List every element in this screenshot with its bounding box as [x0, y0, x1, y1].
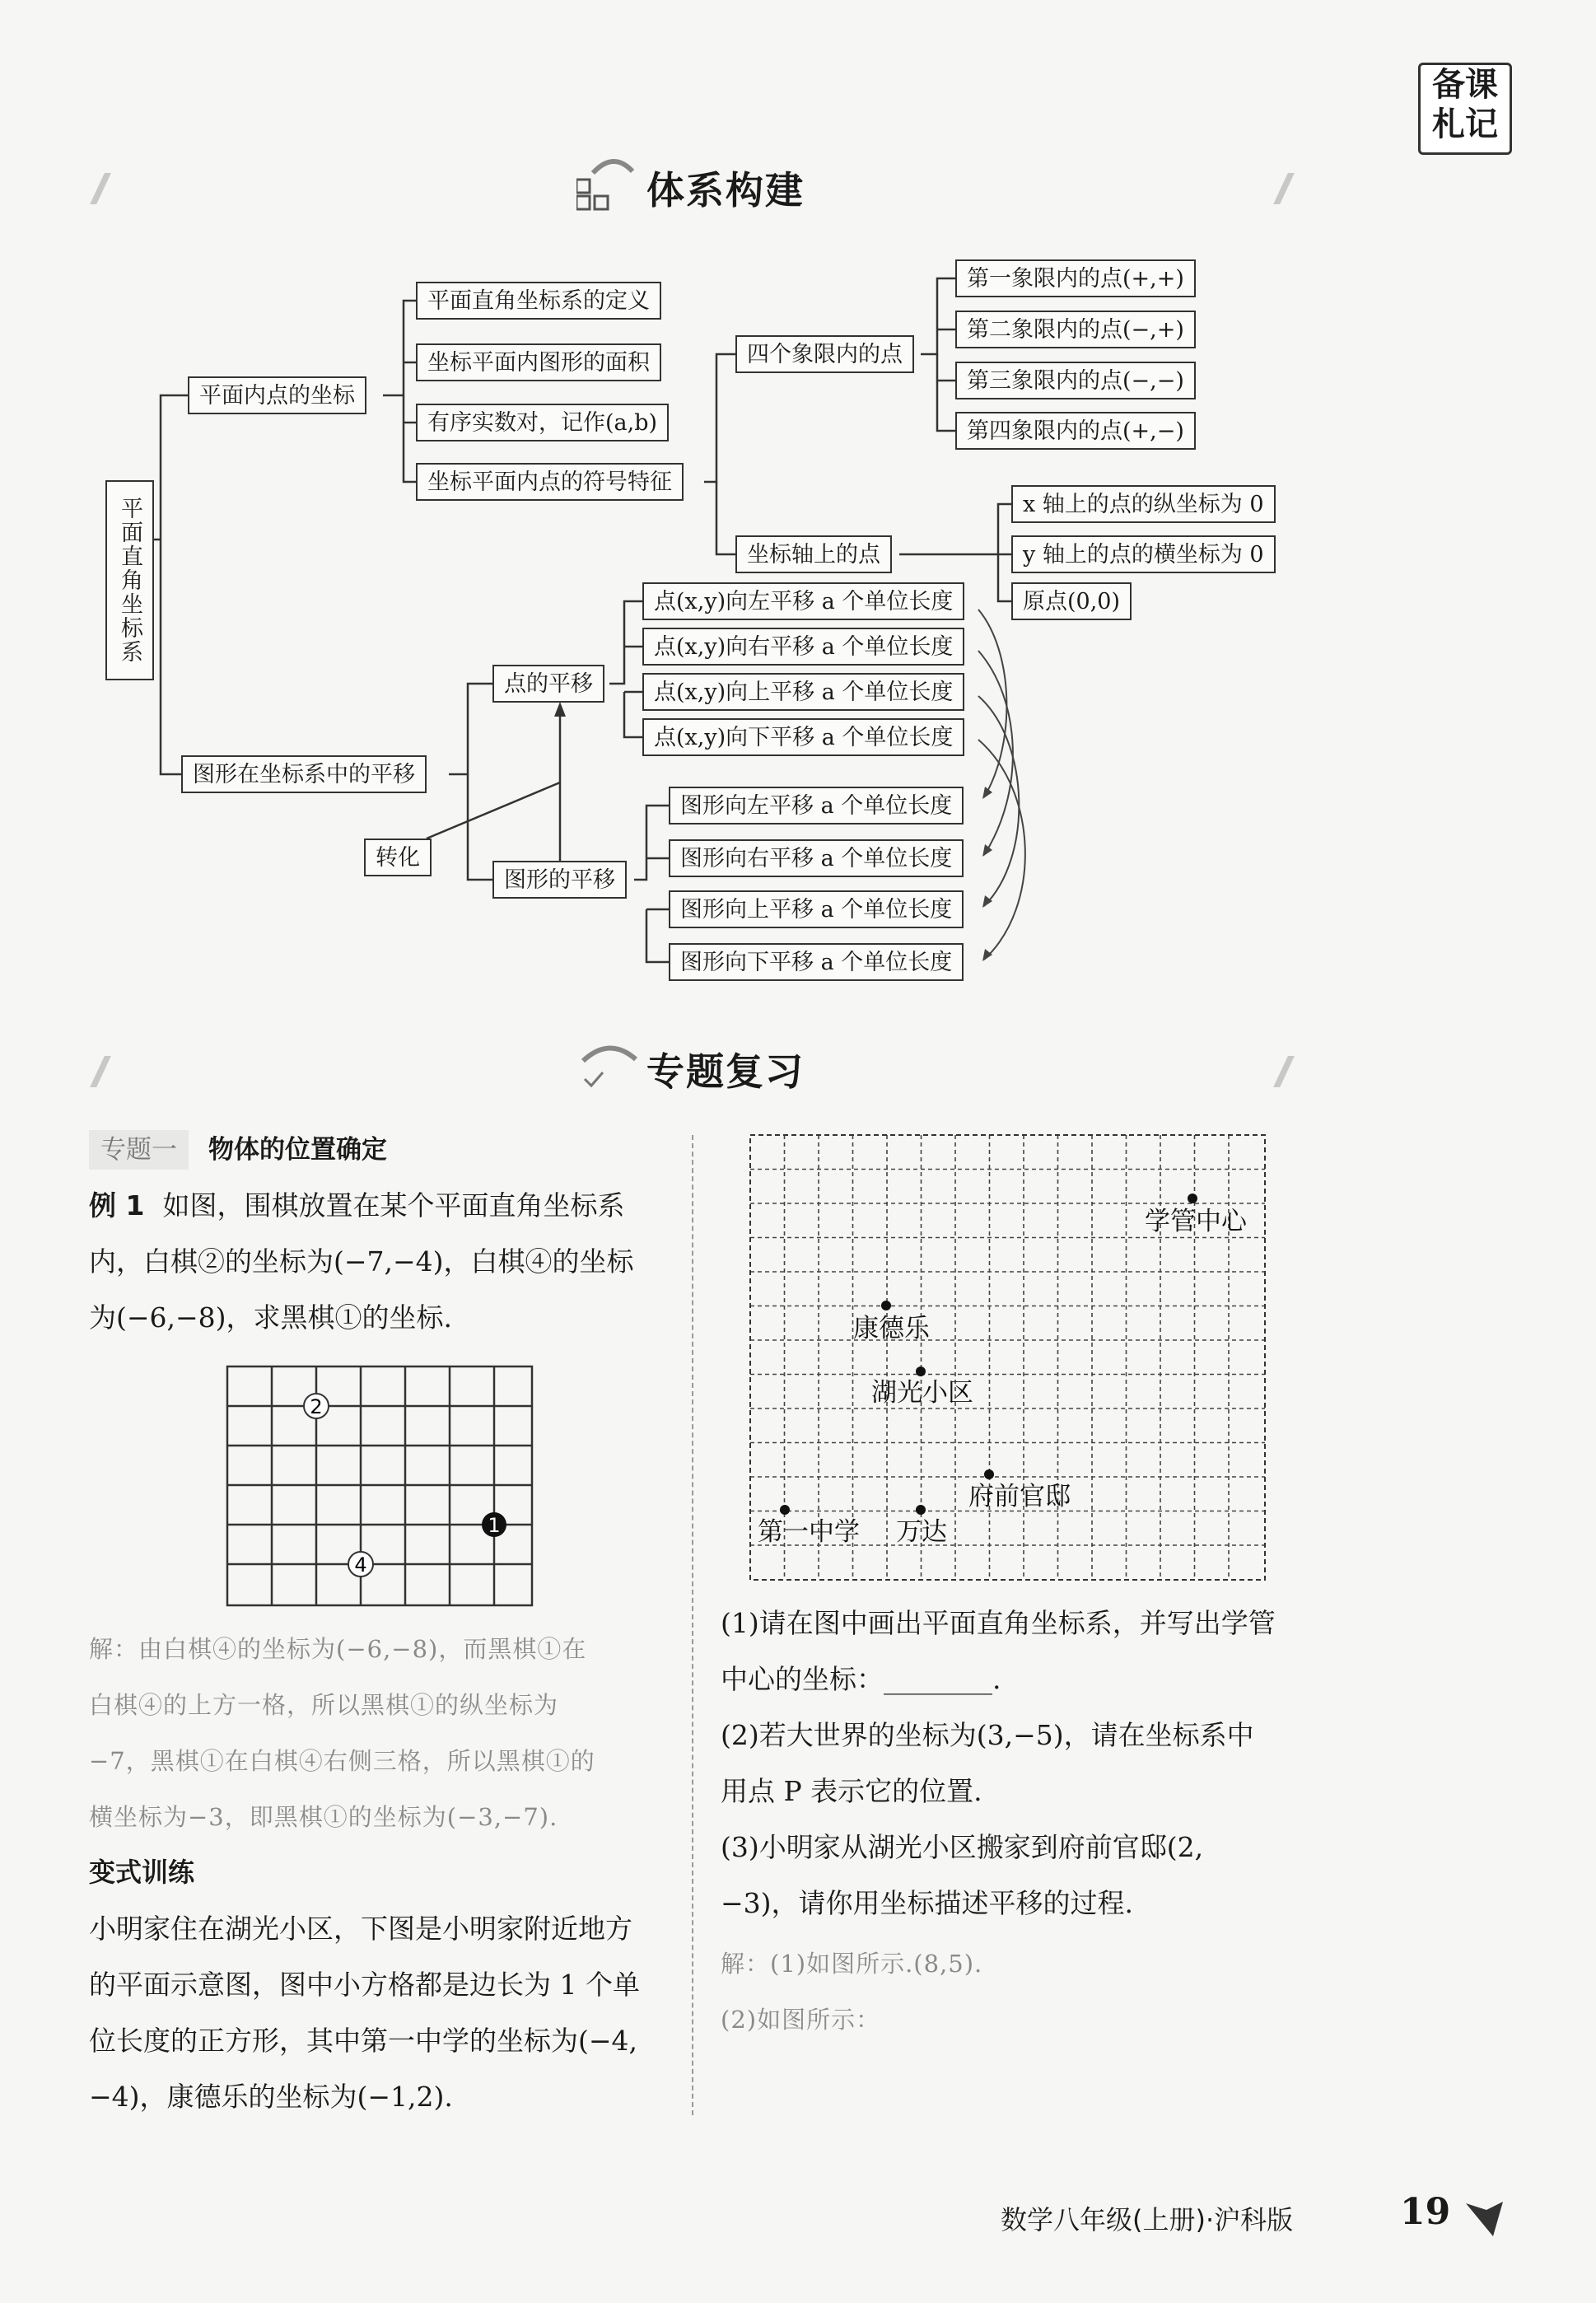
example-line: 例 1 如图，围棋放置在某个平面直角坐标系	[89, 1189, 625, 1222]
node-quadrant-4: 第四象限内的点(+,−)	[955, 412, 1196, 450]
node-sign-features: 坐标平面内点的符号特征	[416, 463, 684, 501]
node-area: 坐标平面内图形的面积	[416, 343, 661, 381]
footer-book: 数学八年级(上册)·沪科版	[1001, 2204, 1294, 2235]
label-wanda: 万达	[896, 1517, 947, 1547]
svg-text:2: 2	[310, 1395, 323, 1418]
node-figure-right: 图形向右平移 a 个单位长度	[669, 839, 964, 877]
variant-text: 小明家住在湖光小区，下图是小明家附近地方 的平面示意图，图中小方格都是边长为 1 个单 位长度的正方形，其中第一中学的坐标为(−4, −4)，康德乐的坐标为(−1,2).	[89, 1913, 640, 2113]
point-diyi	[780, 1505, 790, 1515]
go-board	[224, 1363, 537, 1610]
label-diyi: 第一中学	[758, 1517, 860, 1547]
review-icon	[576, 1036, 651, 1094]
footer-arrow-icon	[1462, 2195, 1511, 2245]
variant-title: 变式训练	[89, 1857, 195, 1888]
node-point-left: 点(x,y)向左平移 a 个单位长度	[642, 582, 964, 620]
node-figure-translation: 图形的平移	[492, 861, 627, 899]
label-huguang: 湖光小区	[871, 1378, 973, 1408]
node-figure-down: 图形向下平移 a 个单位长度	[669, 943, 964, 981]
node-figure-left: 图形向左平移 a 个单位长度	[669, 787, 964, 825]
node-point-right: 点(x,y)向右平移 a 个单位长度	[642, 628, 964, 666]
example-text	[89, 1178, 682, 1346]
questions: (1)请在图中画出平面直角坐标系，并写出学管 中心的坐标：________. (2)若大世界的坐标为(3,−5)，请在坐标系中 用点 P 表示它的位置. (3)小明家从湖光小区搬家到府前官邸(2, −3)，请你用坐标描述平移的过程.	[721, 1607, 1276, 1919]
node-quadrant-3: 第三象限内的点(−,−)	[955, 362, 1196, 399]
section-title-system: 体系构建	[646, 168, 805, 213]
point-wanda	[916, 1505, 926, 1515]
topic-title: 物体的位置确定	[208, 1135, 387, 1165]
black-stone-1	[482, 1512, 506, 1537]
white-stone-4	[348, 1552, 373, 1577]
example-label: 例 1	[89, 1189, 145, 1222]
node-point-down: 点(x,y)向下平移 a 个单位长度	[642, 718, 964, 756]
node-quadrant-points: 四个象限内的点	[735, 335, 914, 373]
node-quadrant-1: 第一象限内的点(+,+)	[955, 259, 1196, 297]
logo-line1: 备课	[1432, 66, 1498, 104]
point-xueguan	[1188, 1194, 1197, 1203]
node-x-axis: x 轴上的点的纵坐标为 0	[1011, 485, 1276, 523]
column-divider	[692, 1135, 693, 2115]
node-quadrant-2: 第二象限内的点(−,+)	[955, 311, 1196, 348]
example-line: 内，白棋②的坐标为(−7,−4)，白棋④的坐标	[89, 1245, 634, 1278]
node-axis-points: 坐标轴上的点	[735, 535, 892, 573]
node-translation: 图形在坐标系中的平移	[181, 755, 427, 793]
white-stone-2	[304, 1394, 329, 1418]
mindmap-root: 平面直角坐标系	[105, 480, 154, 680]
point-kangdele	[881, 1301, 891, 1310]
topic-heading	[89, 1130, 387, 1170]
topic-label: 专题一	[89, 1130, 189, 1170]
node-point-translation: 点的平移	[492, 665, 604, 703]
page-number: 19	[1400, 2191, 1451, 2233]
node-y-axis: y 轴上的点的横坐标为 0	[1011, 535, 1276, 573]
map-grid	[748, 1133, 1272, 1586]
point-fuqian	[984, 1469, 994, 1479]
svg-text:1: 1	[488, 1514, 501, 1537]
label-fuqian: 府前官邸	[968, 1482, 1071, 1511]
node-point-up: 点(x,y)向上平移 a 个单位长度	[642, 673, 964, 711]
decor-slash	[1273, 1056, 1295, 1087]
svg-text:4: 4	[354, 1553, 367, 1577]
example-line: 为(−6,−8)，求黑棋①的坐标.	[89, 1301, 453, 1334]
label-xueguan: 学管中心	[1145, 1207, 1247, 1236]
section-title-review: 专题复习	[646, 1049, 805, 1094]
node-definition: 平面直角坐标系的定义	[416, 282, 661, 320]
node-ordered-pair: 有序实数对，记作(a,b)	[416, 404, 669, 441]
node-figure-up: 图形向上平移 a 个单位长度	[669, 890, 964, 928]
node-point-coordinates: 平面内点的坐标	[188, 376, 366, 414]
node-origin: 原点(0,0)	[1011, 582, 1132, 620]
answers: 解：(1)如图所示.(8,5). (2)如图所示：	[721, 1950, 983, 2034]
label-kangdele: 康德乐	[853, 1314, 930, 1343]
node-convert: 转化	[364, 839, 432, 876]
solution-1: 解：由白棋④的坐标为(−6,−8)，而黑棋①在 白棋④的上方一格，所以黑棋①的纵坐标为 −7，黑棋①在白棋④右侧三格，所以黑棋①的 横坐标为−3，即黑棋①的坐标为(−3,−7).	[89, 1635, 595, 1831]
logo-line2: 札记	[1432, 105, 1498, 143]
decor-slash	[90, 1056, 111, 1087]
point-huguang	[916, 1366, 926, 1376]
